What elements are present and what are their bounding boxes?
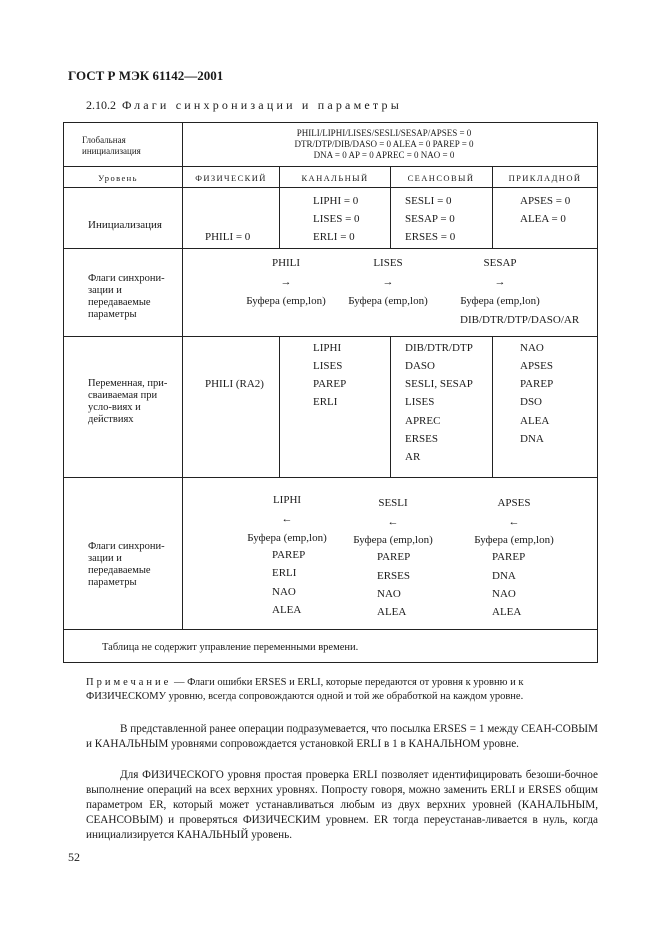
var-app-5: ALEA bbox=[520, 415, 550, 427]
buffer-up-3: Буфера (emp,lon) bbox=[474, 534, 554, 546]
var-session-5: APREC bbox=[405, 415, 441, 427]
arrow-left-icon: ← bbox=[387, 516, 399, 528]
buffer-up-1: Буфера (emp,lon) bbox=[247, 532, 327, 544]
table-note bbox=[86, 676, 598, 704]
var-physical: PHILI (RA2) bbox=[205, 378, 264, 390]
var-link-3: PAREP bbox=[313, 378, 347, 390]
flag-sesli: SESLI bbox=[378, 497, 408, 509]
global-init-line-2: DTR/DTP/DIB/DASO = 0 ALEA = 0 PAREP = 0 bbox=[294, 139, 474, 149]
table-footer-note: Таблица не содержит управление переменными времени. bbox=[102, 642, 359, 653]
global-init-line-3: DNA = 0 AP = 0 APREC = 0 NAO = 0 bbox=[313, 150, 455, 160]
global-init-line-1: PHILI/LIPHI/LISES/SESLI/SESAP/APSES = 0 bbox=[296, 128, 472, 138]
up-col1-1: PAREP bbox=[272, 549, 306, 561]
page-number: 52 bbox=[68, 850, 80, 864]
var-session-6: ERSES bbox=[405, 433, 439, 445]
up-col2-3: NAO bbox=[377, 588, 401, 600]
var-app-6: DNA bbox=[520, 433, 544, 445]
var-link-4: ERLI bbox=[313, 396, 338, 408]
up-col3-3: NAO bbox=[492, 588, 516, 600]
up-col1-2: ERLI bbox=[272, 567, 297, 579]
section-title: Флаги синхронизации и параметры bbox=[122, 98, 402, 112]
up-col1-3: NAO bbox=[272, 586, 296, 598]
init-link-1: LIPHI = 0 bbox=[313, 195, 359, 207]
init-link-3: ERLI = 0 bbox=[313, 231, 355, 243]
var-app-2: APSES bbox=[520, 360, 554, 372]
init-session-1: SESLI = 0 bbox=[405, 195, 452, 207]
up-col3-1: PAREP bbox=[492, 551, 526, 563]
note-text: — Флаги ошибки ERSES и ERLI, которые передаются от уровня к уровню и к ФИЗИЧЕСКОМУ уровню, всегда сопровождаются одной и той же обработкой на каждом уровне. bbox=[86, 677, 524, 702]
var-session-2: DASO bbox=[405, 360, 435, 372]
var-app-1: NAO bbox=[520, 342, 544, 354]
up-col2-2: ERSES bbox=[377, 570, 411, 582]
var-link-1: LIPHI bbox=[313, 342, 342, 354]
init-label: Инициализация bbox=[88, 219, 162, 231]
buffer-down-1: Буфера (emp,lon) bbox=[246, 295, 326, 307]
section-heading bbox=[86, 98, 402, 113]
var-session-7: AR bbox=[405, 451, 421, 463]
var-session-3: SESLI, SESAP bbox=[405, 378, 473, 390]
var-app-4: DSO bbox=[520, 396, 543, 408]
flag-liphi: LIPHI bbox=[272, 494, 302, 506]
var-session-1: DIB/DTR/DTP bbox=[405, 342, 473, 354]
arrow-right-icon: → bbox=[494, 276, 506, 288]
init-app-2: ALEA = 0 bbox=[520, 213, 566, 225]
flag-apses: APSES bbox=[497, 497, 531, 509]
flag-sesap: SESAP bbox=[483, 257, 517, 269]
global-init-label: Глобальная инициализация bbox=[82, 135, 141, 156]
level-label: Уровень bbox=[98, 173, 138, 183]
flag-lises: LISES bbox=[373, 257, 403, 269]
level-physical: ФИЗИЧЕСКИЙ bbox=[195, 173, 267, 183]
flags-up-label: Флаги синхрони-зации и передаваемые параметры bbox=[88, 541, 165, 588]
up-col3-2: DNA bbox=[492, 570, 516, 582]
buffer-down-3: Буфера (emp,lon) bbox=[460, 295, 540, 307]
note-label: Примечание bbox=[86, 677, 172, 688]
buffer-down-2: Буфера (emp,lon) bbox=[348, 295, 428, 307]
section-number: 2.10.2 bbox=[86, 98, 116, 112]
body-paragraph-2: Для ФИЗИЧЕСКОГО уровня простая проверка ERLI позволяет идентифицировать безоши-бочное выполнение операций на всех верхних уровнях. Попросту говоря, можно заменить ERLI и ERSES общим параметром ER, который может устанавливаться любым из двух верхних уровней (КАНАЛЬНЫМ, СЕАНСОВЫМ) и проверяться ФИЗИЧЕСКИМ уровнем. ER тогда переустанав-ливается в нуль, когда инициализируется КАНАЛЬНЫЙ уровень. bbox=[86, 769, 598, 841]
init-link-2: LISES = 0 bbox=[313, 213, 360, 225]
up-col3-4: ALEA bbox=[492, 606, 522, 618]
level-session: СЕАНСОВЫЙ bbox=[407, 173, 475, 183]
flag-phili: PHILI bbox=[271, 257, 301, 269]
init-physical: PHILI = 0 bbox=[205, 231, 251, 243]
arrow-left-icon: ← bbox=[508, 516, 520, 528]
init-session-2: SESAP = 0 bbox=[405, 213, 455, 225]
up-col1-4: ALEA bbox=[272, 604, 302, 616]
flags-down-extra: DIB/DTR/DTP/DASO/AR bbox=[460, 314, 580, 326]
var-session-4: LISES bbox=[405, 396, 435, 408]
arrow-left-icon: ← bbox=[281, 513, 293, 525]
arrow-right-icon: → bbox=[280, 276, 292, 288]
level-link: КАНАЛЬНЫЙ bbox=[301, 173, 369, 183]
variables-label: Переменная, при-сваиваемая при усло-виях и действиях bbox=[88, 378, 168, 425]
init-session-3: ERSES = 0 bbox=[405, 231, 456, 243]
init-app-1: APSES = 0 bbox=[520, 195, 571, 207]
flags-down-label: Флаги синхрони-зации и передаваемые параметры bbox=[88, 273, 165, 320]
var-app-3: PAREP bbox=[520, 378, 554, 390]
up-col2-4: ALEA bbox=[377, 606, 407, 618]
level-application: ПРИКЛАДНОЙ bbox=[508, 173, 582, 183]
up-col2-1: PAREP bbox=[377, 551, 411, 563]
body-paragraph-1: В представленной ранее операции подразумевается, что посылка ERSES = 1 между СЕАН-СОВЫМ и КАНАЛЬНЫМ уровнями сопровождается установкой ERLI в 1 в КАНАЛЬНОМ уровне. bbox=[86, 723, 598, 750]
flags-table bbox=[63, 122, 598, 663]
arrow-right-icon: → bbox=[382, 276, 394, 288]
document-header: ГОСТ Р МЭК 61142—2001 bbox=[68, 68, 224, 83]
buffer-up-2: Буфера (emp,lon) bbox=[353, 534, 433, 546]
var-link-2: LISES bbox=[313, 360, 343, 372]
